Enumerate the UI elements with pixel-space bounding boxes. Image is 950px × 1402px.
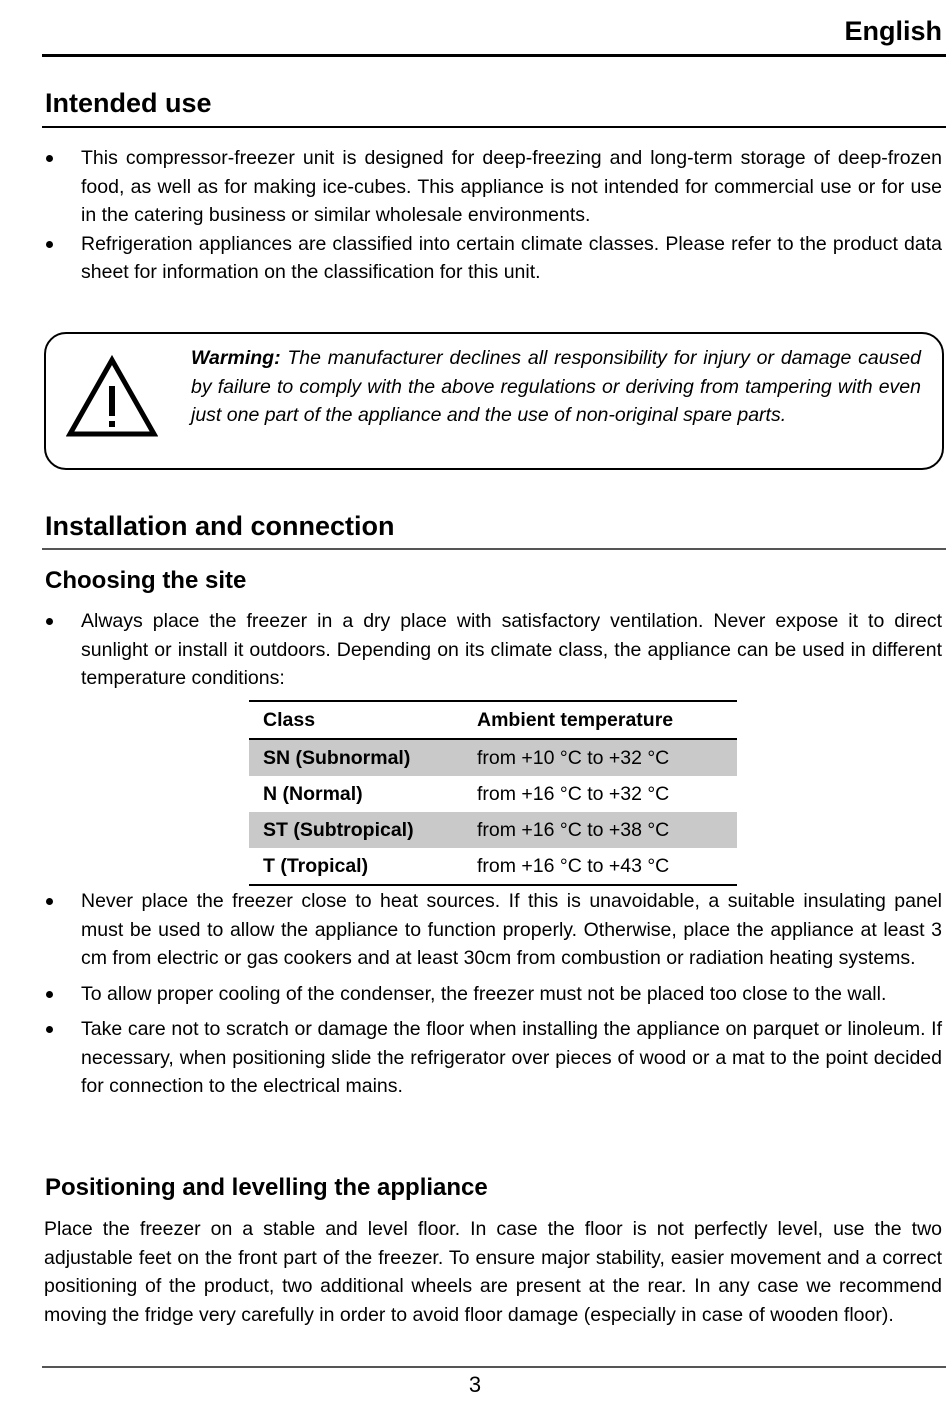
table-header-class: Class	[263, 708, 316, 731]
footer-rule	[42, 1366, 946, 1368]
list-item: To allow proper cooling of the condenser, the freezer must not be placed too close to the wall.	[42, 980, 942, 1009]
table-cell-temperature: from +16 °C to +43 °C	[477, 854, 670, 877]
table-cell-temperature: from +10 °C to +32 °C	[477, 746, 670, 769]
table-row	[249, 848, 737, 885]
section-rule	[42, 126, 946, 128]
climate-class-table	[249, 700, 737, 886]
table-row	[249, 776, 737, 812]
table-row	[249, 739, 737, 776]
section-rule	[42, 548, 946, 550]
table-cell-temperature: from +16 °C to +38 °C	[477, 818, 670, 841]
table-row	[249, 812, 737, 848]
list-item: Refrigeration appliances are classified into certain climate classes. Please refer to the product data sheet for information on the classification for this unit.	[42, 230, 942, 287]
positioning-paragraph: Place the freezer on a stable and level floor. In case the floor is not perfectly level, use the two adjustable feet on the front part of the freezer. To ensure major stability, easier movement and a correct positioning of the product, two additional wheels are present at the rear. In any case we recommend moving the fridge very carefully in order to avoid floor damage (especially in case of wooden floor).	[44, 1218, 942, 1326]
warning-box	[44, 332, 944, 470]
table-cell-class: N (Normal)	[263, 782, 363, 805]
choosing-site-list	[42, 887, 942, 1101]
language-label: English	[844, 16, 942, 46]
subsection-title-positioning: Positioning and levelling the appliance	[45, 1174, 488, 1201]
intended-use-list	[42, 144, 942, 287]
list-item: Always place the freezer in a dry place with satisfactory ventilation. Never expose it to direct sunlight or install it outdoors. Depending on its climate class, the appliance can be used in different temperature conditions:	[42, 607, 942, 693]
table-cell-class: SN (Subnormal)	[263, 746, 411, 769]
list-item: This compressor-freezer unit is designed for deep-freezing and long-term storage of deep-frozen food, as well as for making ice-cubes. This appliance is not intended for commercial use or for use in the catering business or similar wholesale environments.	[42, 144, 942, 230]
subsection-title-choosing-site: Choosing the site	[45, 567, 247, 594]
table-cell-temperature: from +16 °C to +32 °C	[477, 782, 670, 805]
page-number: 3	[468, 1372, 482, 1397]
warning-label: Warming:	[191, 347, 281, 369]
table-header-row	[249, 701, 737, 739]
list-item: Never place the freezer close to heat sources. If this is unavoidable, a suitable insulating panel must be used to allow the appliance to function properly. Otherwise, place the appliance at least 3 cm from electric or gas cookers and at least 30cm from combustion or radiation heating systems.	[42, 887, 942, 973]
choosing-site-intro-list	[42, 607, 942, 693]
warning-triangle-icon	[66, 354, 158, 445]
table-cell-class: T (Tropical)	[263, 854, 369, 877]
table-header-temperature: Ambient temperature	[477, 708, 674, 731]
warning-text	[191, 344, 921, 430]
section-title-installation: Installation and connection	[45, 511, 395, 541]
section-title-intended-use: Intended use	[45, 88, 212, 118]
warning-body: The manufacturer declines all responsibility for injury or damage caused by failure to comply with the above regulations or deriving from tampering with even just one part of the appliance and the use of non-original spare parts.	[191, 347, 921, 426]
table-cell-class: ST (Subtropical)	[263, 818, 414, 841]
header-rule	[42, 54, 946, 57]
list-item: Take care not to scratch or damage the floor when installing the appliance on parquet or linoleum. If necessary, when positioning slide the refrigerator over pieces of wood or a mat to the point decided for connection to the electrical mains.	[42, 1015, 942, 1101]
